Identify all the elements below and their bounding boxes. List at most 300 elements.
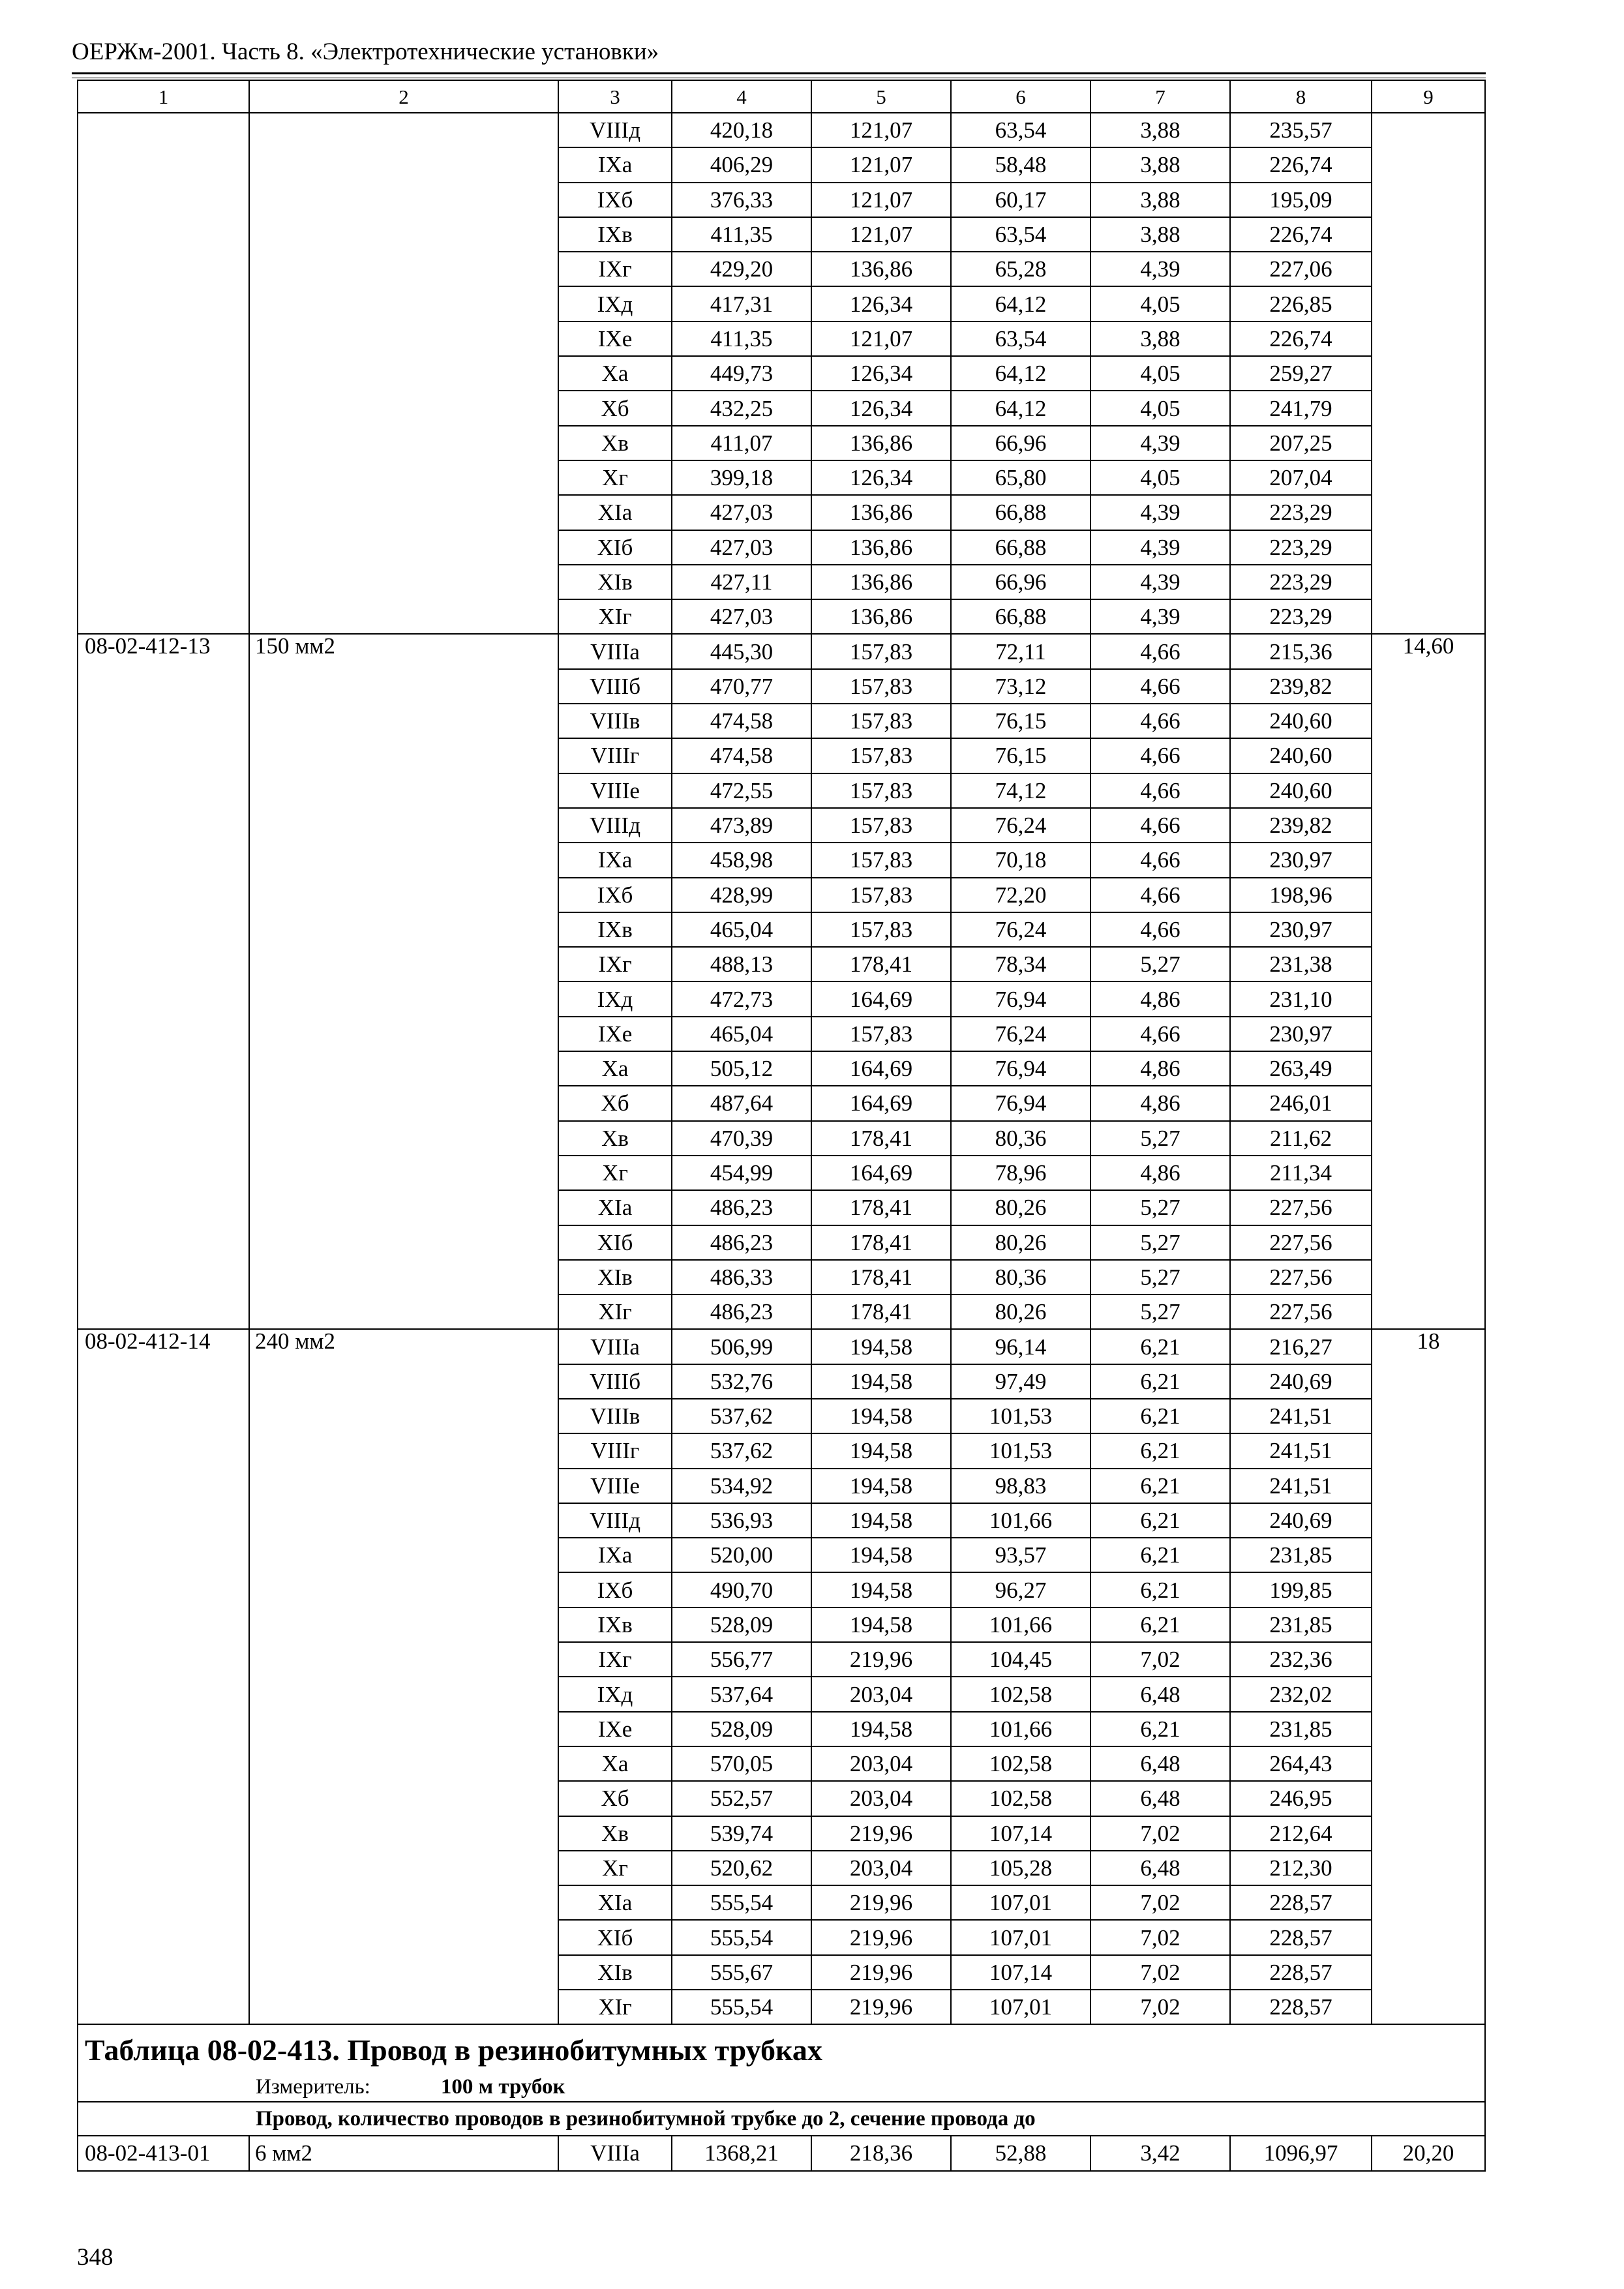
value-cell: 64,12 [951, 286, 1090, 321]
value-cell: 246,95 [1230, 1781, 1372, 1816]
value-cell: 195,09 [1230, 183, 1372, 217]
value-cell: 52,88 [951, 2136, 1090, 2170]
value-cell: 406,29 [672, 147, 811, 182]
value-cell: 212,64 [1230, 1816, 1372, 1851]
value-cell: 164,69 [811, 1051, 951, 1086]
zone-code: XIб [558, 530, 672, 565]
value-cell: 231,10 [1230, 981, 1372, 1016]
zone-code: IXе [558, 322, 672, 356]
value-cell: 219,96 [811, 1816, 951, 1851]
value-cell: 235,57 [1230, 113, 1372, 147]
value-cell: 4,86 [1090, 1086, 1230, 1120]
value-cell: 231,85 [1230, 1712, 1372, 1746]
zone-code: VIIIд [558, 1503, 672, 1538]
value-cell: 449,73 [672, 356, 811, 391]
value-cell: 219,96 [811, 1920, 951, 1954]
value-cell: 136,86 [811, 495, 951, 530]
value-cell: 157,83 [811, 1017, 951, 1051]
value-cell: 76,24 [951, 808, 1090, 843]
value-cell: 445,30 [672, 634, 811, 668]
value-cell: 223,29 [1230, 599, 1372, 634]
value-cell: 4,39 [1090, 495, 1230, 530]
zone-code: VIIIд [558, 808, 672, 843]
value-cell: 5,27 [1090, 1260, 1230, 1294]
zone-code: IXб [558, 1572, 672, 1607]
value-cell: 65,80 [951, 460, 1090, 495]
value-cell: 264,43 [1230, 1746, 1372, 1781]
value-cell: 228,57 [1230, 1885, 1372, 1920]
value-cell: 76,94 [951, 981, 1090, 1016]
value-cell: 216,27 [1230, 1329, 1372, 1364]
zone-code: Xа [558, 1746, 672, 1781]
value-cell: 101,53 [951, 1433, 1090, 1468]
value-cell: 219,96 [811, 1642, 951, 1677]
value-cell: 5,27 [1090, 1190, 1230, 1225]
value-cell: 454,99 [672, 1156, 811, 1190]
table-row [78, 634, 1485, 668]
value-cell: 203,04 [811, 1677, 951, 1711]
value-cell: 4,05 [1090, 356, 1230, 391]
zone-code: XIа [558, 495, 672, 530]
zone-code: XIб [558, 1920, 672, 1954]
value-cell: 66,88 [951, 599, 1090, 634]
value-cell: 101,66 [951, 1503, 1090, 1538]
value-cell: 555,54 [672, 1885, 811, 1920]
value-cell: 219,96 [811, 1885, 951, 1920]
value-cell: 194,58 [811, 1469, 951, 1503]
rate-code: 08-02-413-01 [78, 2136, 249, 2170]
value-cell: 420,18 [672, 113, 811, 147]
value-cell: 555,54 [672, 1990, 811, 2024]
zone-code: IXд [558, 1677, 672, 1711]
value-cell: 164,69 [811, 1156, 951, 1190]
value-cell: 399,18 [672, 460, 811, 495]
value-cell: 203,04 [811, 1746, 951, 1781]
value-cell: 78,34 [951, 947, 1090, 981]
zone-code: Xг [558, 1156, 672, 1190]
column-number-row [78, 80, 1485, 113]
value-cell: 427,03 [672, 495, 811, 530]
column-number: 9 [1372, 80, 1485, 113]
value-cell: 76,15 [951, 738, 1090, 773]
table-body [78, 80, 1485, 2171]
value-cell: 136,86 [811, 426, 951, 460]
zone-code: XIг [558, 599, 672, 634]
value-cell: 4,66 [1090, 773, 1230, 808]
wire-section: 150 мм2 [249, 634, 558, 1329]
column-number: 7 [1090, 80, 1230, 113]
value-cell: 4,66 [1090, 738, 1230, 773]
value-cell: 520,62 [672, 1851, 811, 1885]
value-cell: 164,69 [811, 1086, 951, 1120]
value-cell: 223,29 [1230, 495, 1372, 530]
value-cell: 136,86 [811, 565, 951, 599]
value-cell: 7,02 [1090, 1642, 1230, 1677]
value-cell: 465,04 [672, 1017, 811, 1051]
zone-code: Xв [558, 1816, 672, 1851]
zone-code: IXв [558, 912, 672, 947]
value-cell: 126,34 [811, 286, 951, 321]
zone-code: Xв [558, 426, 672, 460]
value-cell: 486,23 [672, 1225, 811, 1260]
value-cell: 486,23 [672, 1294, 811, 1329]
value-cell: 3,88 [1090, 183, 1230, 217]
value-cell: 5,27 [1090, 1294, 1230, 1329]
value-cell: 63,54 [951, 322, 1090, 356]
value-cell: 76,24 [951, 912, 1090, 947]
value-cell: 157,83 [811, 878, 951, 912]
header-rule [72, 72, 1486, 74]
value-cell: 194,58 [811, 1572, 951, 1607]
measure-line [85, 2076, 1484, 2098]
value-cell: 4,86 [1090, 1051, 1230, 1086]
value-cell: 227,56 [1230, 1260, 1372, 1294]
column-number: 8 [1230, 80, 1372, 113]
value-cell: 223,29 [1230, 530, 1372, 565]
value-cell: 80,26 [951, 1190, 1090, 1225]
column-number: 1 [78, 80, 249, 113]
value-cell: 4,66 [1090, 843, 1230, 877]
value-cell: 228,57 [1230, 1920, 1372, 1954]
value-cell: 74,12 [951, 773, 1090, 808]
value-cell: 4,66 [1090, 1017, 1230, 1051]
value-cell: 3,88 [1090, 217, 1230, 252]
value-cell: 121,07 [811, 147, 951, 182]
value-cell: 107,01 [951, 1885, 1090, 1920]
value-cell: 4,66 [1090, 912, 1230, 947]
value-cell: 4,66 [1090, 634, 1230, 668]
value-cell: 241,51 [1230, 1399, 1372, 1433]
value-cell: 227,56 [1230, 1294, 1372, 1329]
value-cell: 240,69 [1230, 1364, 1372, 1399]
value-cell: 231,85 [1230, 1608, 1372, 1642]
value-cell: 126,34 [811, 460, 951, 495]
value-cell: 230,97 [1230, 843, 1372, 877]
table-subheader: Провод, количество проводов в резинобитумной трубке до 2, сечение провода до [78, 2102, 1485, 2136]
zone-code: Xв [558, 1121, 672, 1156]
value-cell: 411,35 [672, 322, 811, 356]
zone-code: XIв [558, 565, 672, 599]
value-cell: 136,86 [811, 599, 951, 634]
zone-code: IXд [558, 286, 672, 321]
running-header: ОЕРЖм-2001. Часть 8. «Электротехнические установки» [72, 38, 659, 65]
value-cell: 232,36 [1230, 1642, 1372, 1677]
value-cell: 4,66 [1090, 878, 1230, 912]
zone-code: XIа [558, 1190, 672, 1225]
value-cell: 226,74 [1230, 217, 1372, 252]
table-row [78, 2136, 1485, 2170]
value-cell: 6,48 [1090, 1677, 1230, 1711]
value-cell: 552,57 [672, 1781, 811, 1816]
value-cell: 136,86 [811, 252, 951, 286]
value-cell: 240,60 [1230, 704, 1372, 738]
value-cell: 199,85 [1230, 1572, 1372, 1607]
value-cell: 203,04 [811, 1851, 951, 1885]
value-cell: 490,70 [672, 1572, 811, 1607]
value-cell: 64,12 [951, 391, 1090, 425]
value-cell: 428,99 [672, 878, 811, 912]
value-cell: 417,31 [672, 286, 811, 321]
value-cell: 528,09 [672, 1608, 811, 1642]
value-cell: 226,74 [1230, 147, 1372, 182]
value-cell: 411,35 [672, 217, 811, 252]
value-cell: 107,01 [951, 1990, 1090, 2024]
value-cell: 64,12 [951, 356, 1090, 391]
value-cell: 7,02 [1090, 1955, 1230, 1990]
value-cell: 198,96 [1230, 878, 1372, 912]
value-cell: 259,27 [1230, 356, 1372, 391]
value-cell: 376,33 [672, 183, 811, 217]
value-cell: 539,74 [672, 1816, 811, 1851]
col9-value: 14,60 [1372, 634, 1485, 1329]
value-cell: 73,12 [951, 669, 1090, 704]
zone-code: IXб [558, 878, 672, 912]
value-cell: 212,30 [1230, 1851, 1372, 1885]
value-cell: 157,83 [811, 634, 951, 668]
measure-label: Измеритель: [256, 2075, 370, 2099]
value-cell: 121,07 [811, 217, 951, 252]
value-cell: 488,13 [672, 947, 811, 981]
value-cell: 6,21 [1090, 1572, 1230, 1607]
column-number: 3 [558, 80, 672, 113]
value-cell: 4,05 [1090, 391, 1230, 425]
value-cell: 239,82 [1230, 669, 1372, 704]
value-cell: 230,97 [1230, 1017, 1372, 1051]
value-cell: 1368,21 [672, 2136, 811, 2170]
zone-code: XIг [558, 1294, 672, 1329]
zone-code: IXг [558, 1642, 672, 1677]
value-cell: 465,04 [672, 912, 811, 947]
value-cell: 157,83 [811, 773, 951, 808]
value-cell: 157,83 [811, 912, 951, 947]
value-cell: 93,57 [951, 1538, 1090, 1572]
wire-section [249, 113, 558, 634]
value-cell: 534,92 [672, 1469, 811, 1503]
zone-code: VIIIг [558, 1433, 672, 1468]
value-cell: 6,21 [1090, 1433, 1230, 1468]
rate-code: 08-02-412-13 [78, 634, 249, 1329]
value-cell: 207,04 [1230, 460, 1372, 495]
value-cell: 65,28 [951, 252, 1090, 286]
value-cell: 63,54 [951, 113, 1090, 147]
value-cell: 178,41 [811, 947, 951, 981]
value-cell: 157,83 [811, 843, 951, 877]
value-cell: 107,14 [951, 1816, 1090, 1851]
zone-code: Xг [558, 1851, 672, 1885]
zone-code: VIIIд [558, 113, 672, 147]
value-cell: 218,36 [811, 2136, 951, 2170]
value-cell: 101,66 [951, 1608, 1090, 1642]
value-cell: 76,94 [951, 1086, 1090, 1120]
zone-code: IXе [558, 1017, 672, 1051]
value-cell: 5,27 [1090, 947, 1230, 981]
value-cell: 78,96 [951, 1156, 1090, 1190]
subheader-row [78, 2102, 1485, 2136]
zone-code: VIIIв [558, 1399, 672, 1433]
value-cell: 121,07 [811, 183, 951, 217]
value-cell: 96,14 [951, 1329, 1090, 1364]
zone-code: IXг [558, 947, 672, 981]
value-cell: 241,79 [1230, 391, 1372, 425]
value-cell: 7,02 [1090, 1816, 1230, 1851]
zone-code: XIв [558, 1955, 672, 1990]
value-cell: 223,29 [1230, 565, 1372, 599]
value-cell: 487,64 [672, 1086, 811, 1120]
rates-table [77, 80, 1486, 2172]
value-cell: 6,48 [1090, 1781, 1230, 1816]
value-cell: 215,36 [1230, 634, 1372, 668]
zone-code: IXг [558, 252, 672, 286]
value-cell: 101,53 [951, 1399, 1090, 1433]
measure-value: 100 м трубок [440, 2075, 565, 2099]
value-cell: 211,62 [1230, 1121, 1372, 1156]
wire-section: 240 мм2 [249, 1329, 558, 2024]
zone-code: VIIIа [558, 2136, 672, 2170]
value-cell: 3,42 [1090, 2136, 1230, 2170]
value-cell: 126,34 [811, 391, 951, 425]
value-cell: 6,21 [1090, 1364, 1230, 1399]
column-number: 4 [672, 80, 811, 113]
value-cell: 194,58 [811, 1364, 951, 1399]
wire-section: 6 мм2 [249, 2136, 558, 2170]
zone-code: Xа [558, 356, 672, 391]
value-cell: 66,96 [951, 426, 1090, 460]
value-cell: 194,58 [811, 1503, 951, 1538]
value-cell: 178,41 [811, 1190, 951, 1225]
value-cell: 178,41 [811, 1225, 951, 1260]
value-cell: 4,39 [1090, 530, 1230, 565]
value-cell: 230,97 [1230, 912, 1372, 947]
value-cell: 227,56 [1230, 1190, 1372, 1225]
value-cell: 246,01 [1230, 1086, 1372, 1120]
rate-code: 08-02-412-14 [78, 1329, 249, 2024]
value-cell: 76,15 [951, 704, 1090, 738]
value-cell: 219,96 [811, 1990, 951, 2024]
value-cell: 211,34 [1230, 1156, 1372, 1190]
value-cell: 101,66 [951, 1712, 1090, 1746]
value-cell: 98,83 [951, 1469, 1090, 1503]
value-cell: 6,21 [1090, 1503, 1230, 1538]
value-cell: 105,28 [951, 1851, 1090, 1885]
value-cell: 227,56 [1230, 1225, 1372, 1260]
page-number: 348 [77, 2244, 113, 2271]
value-cell: 126,34 [811, 356, 951, 391]
value-cell: 194,58 [811, 1433, 951, 1468]
value-cell: 537,64 [672, 1677, 811, 1711]
value-cell: 58,48 [951, 147, 1090, 182]
value-cell: 486,33 [672, 1260, 811, 1294]
value-cell: 227,06 [1230, 252, 1372, 286]
value-cell: 121,07 [811, 113, 951, 147]
value-cell: 555,54 [672, 1920, 811, 1954]
value-cell: 474,58 [672, 738, 811, 773]
value-cell: 4,39 [1090, 252, 1230, 286]
value-cell: 429,20 [672, 252, 811, 286]
value-cell: 536,93 [672, 1503, 811, 1538]
zone-code: Xа [558, 1051, 672, 1086]
value-cell: 263,49 [1230, 1051, 1372, 1086]
rate-code [78, 113, 249, 634]
value-cell: 226,85 [1230, 286, 1372, 321]
value-cell: 178,41 [811, 1294, 951, 1329]
value-cell: 66,96 [951, 565, 1090, 599]
value-cell: 570,05 [672, 1746, 811, 1781]
zone-code: VIIIг [558, 738, 672, 773]
value-cell: 486,23 [672, 1190, 811, 1225]
value-cell: 66,88 [951, 530, 1090, 565]
column-number: 5 [811, 80, 951, 113]
value-cell: 4,39 [1090, 426, 1230, 460]
zone-code: XIб [558, 1225, 672, 1260]
value-cell: 473,89 [672, 808, 811, 843]
value-cell: 219,96 [811, 1955, 951, 1990]
value-cell: 194,58 [811, 1538, 951, 1572]
value-cell: 4,66 [1090, 704, 1230, 738]
value-cell: 6,21 [1090, 1712, 1230, 1746]
value-cell: 96,27 [951, 1572, 1090, 1607]
value-cell: 7,02 [1090, 1920, 1230, 1954]
zone-code: VIIIа [558, 634, 672, 668]
zone-code: XIв [558, 1260, 672, 1294]
value-cell: 60,17 [951, 183, 1090, 217]
zone-code: IXб [558, 183, 672, 217]
value-cell: 72,20 [951, 878, 1090, 912]
table-row [78, 1329, 1485, 1364]
value-cell: 194,58 [811, 1329, 951, 1364]
value-cell: 506,99 [672, 1329, 811, 1364]
value-cell: 241,51 [1230, 1469, 1372, 1503]
zone-code: VIIIб [558, 669, 672, 704]
value-cell: 7,02 [1090, 1885, 1230, 1920]
value-cell: 4,05 [1090, 460, 1230, 495]
value-cell: 6,21 [1090, 1608, 1230, 1642]
value-cell: 1096,97 [1230, 2136, 1372, 2170]
value-cell: 4,66 [1090, 669, 1230, 704]
value-cell: 537,62 [672, 1399, 811, 1433]
zone-code: Xб [558, 1781, 672, 1816]
value-cell: 470,39 [672, 1121, 811, 1156]
value-cell: 556,77 [672, 1642, 811, 1677]
value-cell: 3,88 [1090, 113, 1230, 147]
value-cell: 432,25 [672, 391, 811, 425]
value-cell: 474,58 [672, 704, 811, 738]
value-cell: 80,36 [951, 1121, 1090, 1156]
value-cell: 80,26 [951, 1225, 1090, 1260]
value-cell: 102,58 [951, 1746, 1090, 1781]
value-cell: 427,03 [672, 599, 811, 634]
value-cell: 228,57 [1230, 1990, 1372, 2024]
value-cell: 4,66 [1090, 808, 1230, 843]
value-cell: 203,04 [811, 1781, 951, 1816]
value-cell: 3,88 [1090, 322, 1230, 356]
zone-code: VIIIе [558, 773, 672, 808]
value-cell: 505,12 [672, 1051, 811, 1086]
value-cell: 107,14 [951, 1955, 1090, 1990]
value-cell: 6,48 [1090, 1746, 1230, 1781]
table-caption [78, 2024, 1485, 2102]
value-cell: 240,60 [1230, 738, 1372, 773]
value-cell: 20,20 [1372, 2136, 1485, 2170]
value-cell: 121,07 [811, 322, 951, 356]
value-cell: 232,02 [1230, 1677, 1372, 1711]
value-cell: 4,39 [1090, 565, 1230, 599]
value-cell: 63,54 [951, 217, 1090, 252]
value-cell: 194,58 [811, 1712, 951, 1746]
zone-code: IXв [558, 1608, 672, 1642]
value-cell: 427,11 [672, 565, 811, 599]
value-cell: 5,27 [1090, 1121, 1230, 1156]
table-row [78, 113, 1485, 147]
